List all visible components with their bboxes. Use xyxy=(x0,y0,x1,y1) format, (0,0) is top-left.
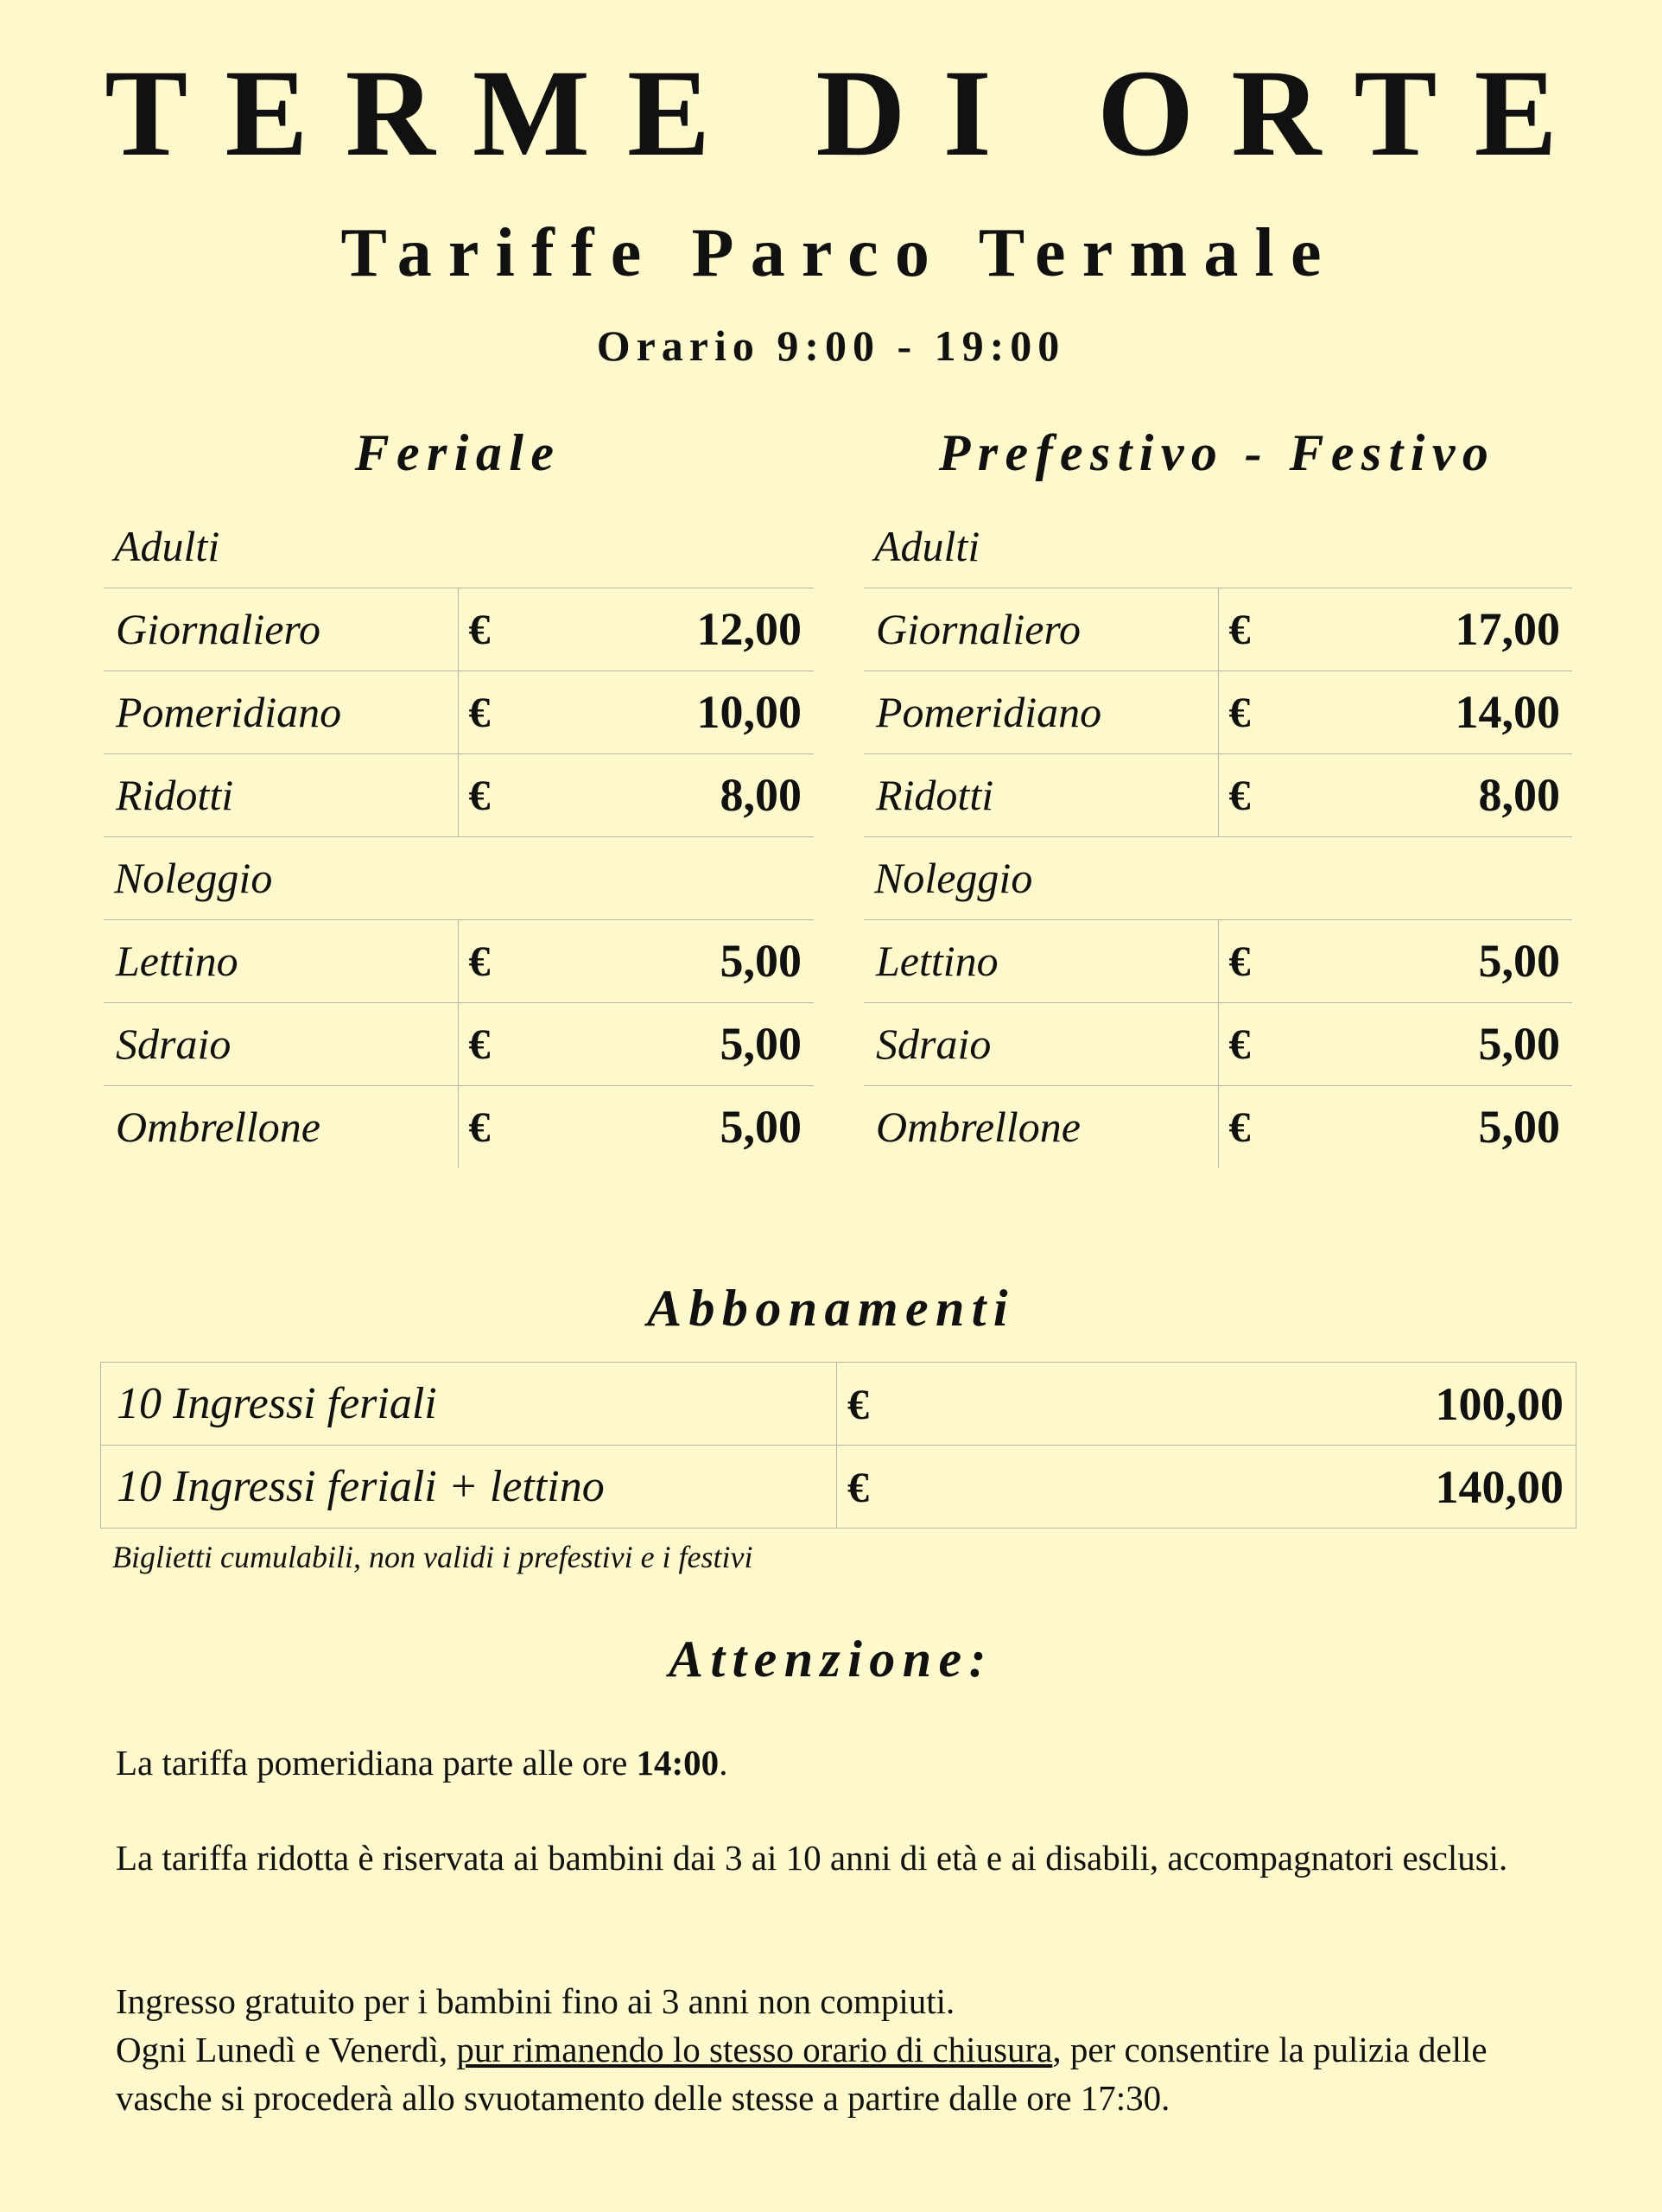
subscription-name: 10 Ingressi feriali xyxy=(101,1363,837,1446)
attention-text: La tariffa pomeridiana parte alle ore xyxy=(116,1743,637,1783)
group-label-adults: Adulti xyxy=(104,505,814,588)
attention-paragraph-afternoon xyxy=(116,1738,1584,1787)
rate-price: 5,00 xyxy=(1313,919,1572,1002)
currency-symbol: € xyxy=(458,588,553,671)
table-row xyxy=(864,505,1572,588)
subscription-name: 10 Ingressi feriali + lettino xyxy=(101,1446,837,1529)
rate-price: 5,00 xyxy=(553,919,814,1002)
currency-symbol: € xyxy=(458,919,553,1002)
table-row xyxy=(104,1002,814,1085)
attention-paragraph-cleaning xyxy=(116,2025,1584,2122)
group-label-adults: Adulti xyxy=(864,505,1572,588)
rate-price: 12,00 xyxy=(553,588,814,671)
table-row xyxy=(104,588,814,671)
rate-name: Ombrellone xyxy=(864,1085,1218,1168)
attention-text: Ogni Lunedì e Venerdì, xyxy=(116,2030,457,2069)
group-label-rental: Noleggio xyxy=(864,836,1572,919)
rate-name: Pomeridiano xyxy=(864,671,1218,753)
currency-symbol: € xyxy=(458,1002,553,1085)
table-row xyxy=(864,753,1572,836)
table-row xyxy=(864,836,1572,919)
rate-name: Ridotti xyxy=(864,753,1218,836)
rate-price: 5,00 xyxy=(1478,1101,1561,1154)
currency-symbol: € xyxy=(1218,588,1313,671)
table-row xyxy=(104,919,814,1002)
rate-name: Lettino xyxy=(104,919,458,1002)
currency-symbol: € xyxy=(1218,671,1313,753)
rate-price: 5,00 xyxy=(720,1101,802,1154)
table-row xyxy=(864,1085,1572,1168)
group-label-rental: Noleggio xyxy=(104,836,814,919)
rate-name: Giornaliero xyxy=(104,588,458,671)
subscription-price: 100,00 xyxy=(932,1363,1576,1446)
rate-price: 5,00 xyxy=(553,1002,814,1085)
subscriptions-table xyxy=(100,1362,1576,1529)
weekday-rates-table xyxy=(104,505,814,1168)
table-row xyxy=(104,1085,814,1168)
currency-symbol: € xyxy=(1228,1103,1251,1152)
page-subtitle: Tariffe Parco Termale xyxy=(340,215,1338,291)
rate-price: 8,00 xyxy=(1313,753,1572,836)
page-title: TERME DI ORTE xyxy=(105,45,1595,182)
subscriptions-note: Biglietti cumulabili, non validi i prefestivi e i festivi xyxy=(112,1540,753,1574)
rate-name: Giornaliero xyxy=(864,588,1218,671)
table-row xyxy=(101,1363,1576,1446)
rate-name: Ombrellone xyxy=(104,1085,458,1168)
attention-text: . xyxy=(719,1743,728,1783)
table-row xyxy=(104,836,814,919)
holiday-rates-table xyxy=(864,505,1572,1168)
attention-underlined-text: pur rimanendo lo stesso orario di chiusura xyxy=(456,2030,1053,2069)
rate-name: Ridotti xyxy=(104,753,458,836)
table-row xyxy=(864,1002,1572,1085)
currency-symbol: € xyxy=(458,671,553,753)
attention-text: , per consentire la pulizia delle vasche si procederà allo svuotamento delle stesse a partire dalle ore 17:30. xyxy=(116,2030,1488,2118)
currency-symbol: € xyxy=(837,1363,932,1446)
rate-name: Sdraio xyxy=(864,1002,1218,1085)
currency-symbol: € xyxy=(458,753,553,836)
rate-price: 14,00 xyxy=(1313,671,1572,753)
table-row xyxy=(864,919,1572,1002)
table-row xyxy=(104,671,814,753)
weekday-heading: Feriale xyxy=(354,424,561,481)
currency-symbol: € xyxy=(1218,1002,1313,1085)
currency-symbol: € xyxy=(1218,919,1313,1002)
opening-hours: Orario 9:00 - 19:00 xyxy=(596,321,1066,370)
rate-price: 10,00 xyxy=(553,671,814,753)
rate-name: Lettino xyxy=(864,919,1218,1002)
currency-symbol: € xyxy=(837,1446,932,1529)
holiday-heading: Prefestivo - Festivo xyxy=(938,424,1496,481)
subscriptions-heading: Abbonamenti xyxy=(647,1280,1015,1337)
rate-name: Pomeridiano xyxy=(104,671,458,753)
attention-paragraph-reduced: La tariffa ridotta è riservata ai bambini dai 3 ai 10 anni di età e ai disabili, accompagnatori esclusi. xyxy=(116,1838,1508,1878)
rate-price: 5,00 xyxy=(1313,1002,1572,1085)
table-row xyxy=(101,1446,1576,1529)
rate-name: Sdraio xyxy=(104,1002,458,1085)
rate-price: 17,00 xyxy=(1313,588,1572,671)
subscription-price: 140,00 xyxy=(932,1446,1576,1529)
afternoon-start-time: 14:00 xyxy=(636,1743,720,1783)
table-row xyxy=(864,588,1572,671)
attention-heading: Attenzione: xyxy=(669,1630,993,1688)
currency-symbol: € xyxy=(1218,753,1313,836)
attention-paragraph-free: Ingresso gratuito per i bambini fino ai 3 anni non compiuti. xyxy=(116,1981,955,2021)
table-row xyxy=(104,505,814,588)
currency-symbol: € xyxy=(468,1103,491,1152)
rate-price: 8,00 xyxy=(553,753,814,836)
table-row xyxy=(104,753,814,836)
table-row xyxy=(864,671,1572,753)
